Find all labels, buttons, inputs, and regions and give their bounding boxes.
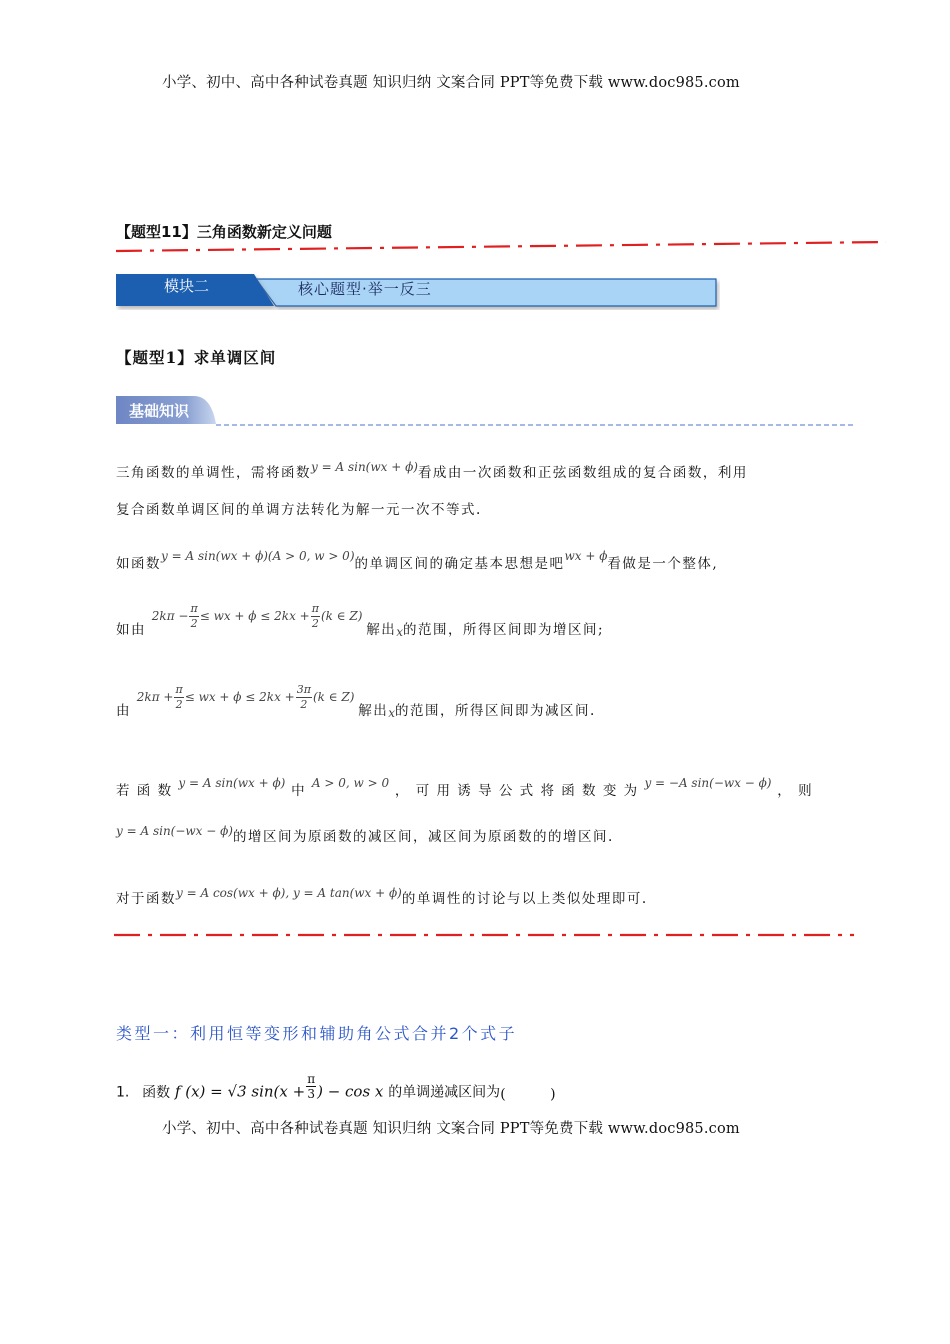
p3-text-c: 看做是一个整体, (607, 556, 719, 572)
question-1-den: 3 (307, 1087, 315, 1101)
ineq1-num2: π (311, 602, 319, 615)
paragraph-4 (116, 602, 604, 639)
ineq1-num: π (190, 602, 198, 615)
red-dash-divider-top (116, 240, 886, 254)
p1-math: y = A sin(wx + ϕ) (311, 460, 418, 474)
red-dash-divider-bottom (114, 928, 854, 940)
module-label: 模块二 (164, 277, 210, 295)
paragraph-5 (116, 683, 596, 720)
module-title: 核心题型·举一反三 (298, 280, 432, 298)
p8-text-b: 的单调性的讨论与以上类似处理即可. (401, 891, 648, 907)
p1-text-b: 看成由一次函数和正弦函数组成的复合函数，利用 (417, 465, 748, 481)
paragraph-7 (116, 824, 614, 845)
ineq2-den: 2 (175, 698, 183, 711)
ineq1-mid: ≤ wx + ϕ ≤ 2kx + (199, 609, 310, 623)
paragraph-1 (116, 460, 748, 481)
p5-x: x (388, 706, 396, 720)
question-1 (116, 1072, 556, 1103)
question-1-num: π (307, 1072, 316, 1086)
question-1-answer-paren: ( ) (500, 1086, 556, 1103)
p8-text-a: 对于函数 (116, 891, 176, 907)
question-1-suffix: 的单调递减区间为 (388, 1084, 501, 1101)
p6-math3: y = −A sin(−wx − ϕ) (644, 776, 772, 790)
inequality-increasing (151, 602, 366, 630)
p3-text-a: 如函数 (116, 556, 161, 572)
basic-knowledge-label: 基础知识 (129, 402, 190, 420)
p7-math: y = A sin(−wx − ϕ) (116, 824, 233, 838)
question-1-number: 1. (116, 1084, 130, 1101)
ineq2-frac1 (174, 683, 183, 712)
page-footer: 小学、初中、高中各种试卷真题 知识归纳 文案合同 PPT等免费下载 www.doc985.com (162, 1121, 740, 1137)
p3-math: y = A sin(wx + ϕ)(A > 0, w > 0) (161, 549, 355, 563)
p5-text-b: 解出 (358, 703, 389, 719)
paragraph-3 (116, 549, 718, 572)
type-one-heading: 类型一：利用恒等变形和辅助角公式合并2个式子 (116, 1024, 518, 1043)
ineq2-den2: 2 (300, 698, 308, 711)
ineq2-right: (k ∈ Z) (312, 690, 355, 704)
paragraph-8 (116, 886, 648, 907)
basic-knowledge-tag (116, 394, 856, 428)
p1-text-a: 三角函数的单调性，需将函数 (116, 465, 311, 481)
p6-text-a: 若 函 数 (116, 783, 173, 799)
p4-x: x (396, 625, 404, 639)
p3-math2: wx + ϕ (564, 549, 608, 563)
topic1-title: 【题型1】求单调区间 (116, 348, 277, 367)
page-header: 小学、初中、高中各种试卷真题 知识归纳 文案合同 PPT等免费下载 www.doc985.com (162, 75, 740, 91)
p5-text-a: 由 (116, 703, 131, 719)
p6-text-c: ， 可 用 诱 导 公 式 将 函 数 变 为 (394, 783, 639, 799)
p4-text-b: 解出 (366, 622, 397, 638)
ineq2-mid: ≤ wx + ϕ ≤ 2kx + (184, 690, 295, 704)
ineq2-frac2 (296, 683, 312, 712)
ineq2-num: π (175, 683, 183, 696)
p5-text-c: 的范围，所得区间即为减区间. (395, 703, 596, 719)
p6-text-b: 中 (291, 783, 307, 799)
p8-math: y = A cos(wx + ϕ), y = A tan(wx + ϕ) (176, 886, 402, 900)
ineq1-frac1 (189, 602, 198, 631)
p6-math1: y = A sin(wx + ϕ) (178, 776, 286, 790)
question-1-frac (306, 1072, 316, 1101)
p4-text-a: 如由 (116, 622, 146, 638)
ineq1-den: 2 (190, 617, 198, 630)
p7-text-b: 的增区间为原函数的减区间，减区间为原函数的的增区间. (233, 829, 614, 845)
ineq1-den2: 2 (311, 617, 319, 630)
topic11-title: 【题型11】三角函数新定义问题 (116, 223, 332, 241)
ineq1-right: (k ∈ Z) (320, 609, 363, 623)
ineq1-left: 2kπ − (151, 609, 189, 623)
module-banner (116, 270, 720, 310)
question-1-func-left: f (x) = √3 sin(x + (174, 1082, 306, 1101)
question-1-func-right: ) − cos x (317, 1082, 384, 1101)
question-1-prefix: 函数 (142, 1084, 171, 1101)
ineq2-left: 2kπ + (136, 690, 174, 704)
ineq2-num2: 3π (296, 683, 311, 696)
paragraph-6 (116, 776, 813, 799)
p6-math2: A > 0, w > 0 (311, 776, 390, 790)
paragraph-2: 复合函数单调区间的单调方法转化为解一元一次不等式. (116, 502, 482, 518)
p4-text-c: 的范围，所得区间即为增区间; (403, 622, 605, 638)
p6-text-d: ， 则 (777, 783, 814, 799)
ineq1-frac2 (311, 602, 320, 631)
p3-text-b: 的单调区间的确定基本思想是吧 (354, 556, 565, 572)
